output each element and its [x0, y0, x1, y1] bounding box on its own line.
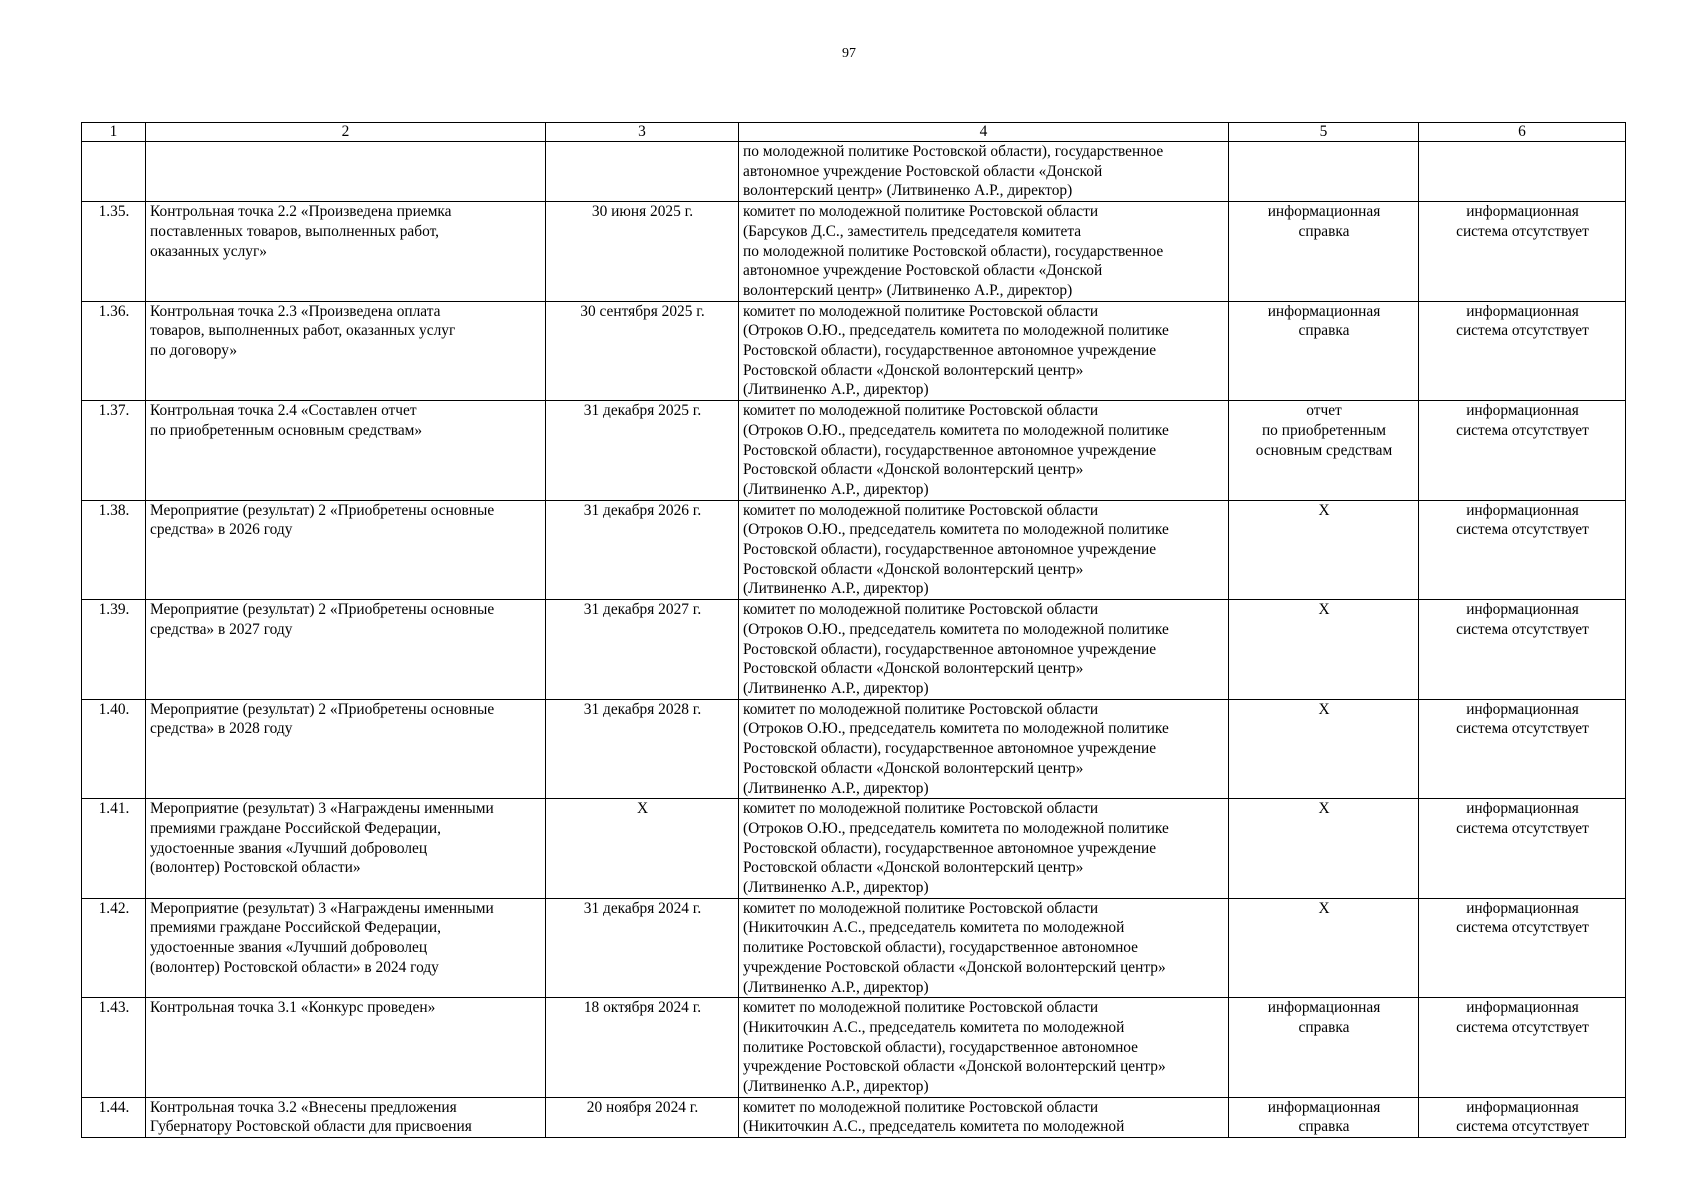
system-cell — [1419, 600, 1626, 700]
date-cell-line: 30 сентября 2025 г. — [580, 302, 705, 320]
system-cell-line: информационная — [1466, 601, 1579, 619]
date-cell-line: 18 октября 2024 г. — [583, 999, 702, 1017]
responsible-cell-line: (Литвиненко А.Р., директор) — [743, 779, 929, 797]
number-cell: 1.39. — [82, 600, 146, 700]
responsible-cell — [739, 699, 1229, 799]
name-cell-line: Мероприятие (результат) 3 «Награждены именными — [150, 899, 494, 917]
system-cell — [1419, 898, 1626, 998]
system-cell — [1419, 142, 1626, 202]
system-cell — [1419, 699, 1626, 799]
responsible-cell-line: политике Ростовской области), государственное автономное — [743, 1038, 1139, 1056]
system-cell-line: информационная — [1466, 203, 1579, 221]
responsible-cell-line: Ростовской области «Донской волонтерский центр» — [743, 560, 1084, 578]
document-cell-line: информационная — [1267, 302, 1381, 320]
responsible-cell-line: Ростовской области), государственное автономное учреждение — [743, 839, 1157, 857]
system-cell — [1419, 301, 1626, 401]
document-cell — [1229, 301, 1419, 401]
responsible-cell-line: Ростовской области «Донской волонтерский центр» — [743, 660, 1084, 678]
system-cell — [1419, 500, 1626, 600]
document-cell — [1229, 600, 1419, 700]
document-cell-line: информационная — [1267, 999, 1381, 1017]
table-row — [82, 1097, 1626, 1137]
system-cell-line: система отсутствует — [1456, 620, 1589, 638]
number-cell — [82, 142, 146, 202]
responsible-cell-line: комитет по молодежной политике Ростовской области — [743, 302, 1099, 320]
responsible-cell-line: по молодежной политике Ростовской области), государственное — [743, 242, 1164, 260]
responsible-cell — [739, 142, 1229, 202]
date-cell — [546, 600, 739, 700]
name-cell-line: премиями граждане Российской Федерации, — [150, 819, 441, 837]
responsible-cell — [739, 202, 1229, 302]
name-cell — [146, 998, 546, 1098]
name-cell — [146, 898, 546, 998]
date-cell — [546, 500, 739, 600]
responsible-cell — [739, 998, 1229, 1098]
document-cell-line: Х — [1318, 601, 1330, 619]
name-cell — [146, 301, 546, 401]
document-cell-line: справка — [1298, 222, 1350, 240]
system-cell-line: информационная — [1466, 999, 1579, 1017]
document-cell-line: справка — [1298, 1118, 1350, 1136]
date-cell-line: 31 декабря 2027 г. — [583, 601, 702, 619]
date-cell — [546, 401, 739, 501]
name-cell-line: средства» в 2026 году — [150, 521, 293, 539]
responsible-cell-line: (Отроков О.Ю., председатель комитета по молодежной политике — [743, 720, 1169, 738]
responsible-cell-line: учреждение Ростовской области «Донской волонтерский центр» — [743, 958, 1166, 976]
name-cell — [146, 202, 546, 302]
responsible-cell-line: (Отроков О.Ю., председатель комитета по молодежной политике — [743, 521, 1169, 539]
responsible-cell-line: политике Ростовской области), государственное автономное — [743, 939, 1139, 957]
responsible-cell-line: Ростовской области «Донской волонтерский центр» — [743, 759, 1084, 777]
document-cell-line: Х — [1318, 899, 1330, 917]
responsible-cell-line: (Литвиненко А.Р., директор) — [743, 679, 929, 697]
name-cell-line: по приобретенным основным средствам» — [150, 421, 423, 439]
date-cell-line: 31 декабря 2028 г. — [583, 700, 702, 718]
document-cell-line: информационная — [1267, 1098, 1381, 1116]
responsible-cell-line: автономное учреждение Ростовской области «Донской — [743, 162, 1103, 180]
document-cell — [1229, 898, 1419, 998]
system-cell-line: система отсутствует — [1456, 1118, 1589, 1136]
document-cell — [1229, 699, 1419, 799]
header-cell-6: 6 — [1419, 123, 1626, 142]
number-cell: 1.36. — [82, 301, 146, 401]
table-row — [82, 600, 1626, 700]
responsible-cell — [739, 600, 1229, 700]
activity-table — [81, 122, 1626, 1138]
system-cell-line: система отсутствует — [1456, 521, 1589, 539]
date-cell — [546, 699, 739, 799]
name-cell-line: товаров, выполненных работ, оказанных услуг — [150, 322, 456, 340]
document-cell — [1229, 500, 1419, 600]
date-cell — [546, 202, 739, 302]
document-cell-line: справка — [1298, 322, 1350, 340]
system-cell-line: система отсутствует — [1456, 819, 1589, 837]
responsible-cell-line: волонтерский центр» (Литвиненко А.Р., директор) — [743, 281, 1073, 299]
date-cell-line: 20 ноября 2024 г. — [586, 1098, 699, 1116]
responsible-cell — [739, 500, 1229, 600]
date-cell — [546, 301, 739, 401]
table-row — [82, 500, 1626, 600]
date-cell — [546, 799, 739, 899]
name-cell-line: оказанных услуг» — [150, 242, 267, 260]
responsible-cell-line: по молодежной политике Ростовской области), государственное — [743, 143, 1164, 160]
number-cell: 1.43. — [82, 998, 146, 1098]
date-cell-line: 31 декабря 2026 г. — [583, 501, 702, 519]
date-cell-line: Х — [636, 800, 649, 818]
table-row — [82, 699, 1626, 799]
system-cell-line: система отсутствует — [1456, 322, 1589, 340]
date-cell-line: 31 декабря 2024 г. — [583, 899, 702, 917]
name-cell — [146, 799, 546, 899]
responsible-cell-line: (Никиточкин А.С., председатель комитета по молодежной — [743, 1118, 1125, 1136]
responsible-cell-line: (Литвиненко А.Р., директор) — [743, 480, 929, 498]
system-cell-line: система отсутствует — [1456, 222, 1589, 240]
system-cell — [1419, 799, 1626, 899]
document-cell — [1229, 401, 1419, 501]
name-cell — [146, 401, 546, 501]
table-row — [82, 799, 1626, 899]
name-cell-line: Мероприятие (результат) 2 «Приобретены основные — [150, 601, 495, 619]
responsible-cell-line: Ростовской области), государственное автономное учреждение — [743, 541, 1157, 559]
header-cell-2: 2 — [146, 123, 546, 142]
system-cell-line: информационная — [1466, 1098, 1579, 1116]
name-cell — [146, 1097, 546, 1137]
number-cell: 1.42. — [82, 898, 146, 998]
document-cell — [1229, 799, 1419, 899]
responsible-cell-line: (Литвиненко А.Р., директор) — [743, 381, 929, 399]
name-cell-line: по договору» — [150, 342, 238, 360]
responsible-cell-line: (Отроков О.Ю., председатель комитета по молодежной политике — [743, 322, 1169, 340]
document-cell-line: Х — [1318, 800, 1330, 818]
document-cell-line: Х — [1318, 501, 1330, 519]
document-cell — [1229, 998, 1419, 1098]
responsible-cell — [739, 401, 1229, 501]
document-cell-line: справка — [1298, 1018, 1350, 1036]
responsible-cell — [739, 799, 1229, 899]
responsible-cell-line: комитет по молодежной политике Ростовской области — [743, 1098, 1099, 1116]
date-cell-line: 31 декабря 2025 г. — [583, 402, 702, 420]
date-cell-line: 30 июня 2025 г. — [591, 203, 694, 221]
responsible-cell-line: (Никиточкин А.С., председатель комитета по молодежной — [743, 1018, 1125, 1036]
name-cell-line: премиями граждане Российской Федерации, — [150, 919, 441, 937]
responsible-cell-line: (Отроков О.Ю., председатель комитета по молодежной политике — [743, 620, 1169, 638]
name-cell-line: средства» в 2027 году — [150, 620, 293, 638]
responsible-cell-line: учреждение Ростовской области «Донской волонтерский центр» — [743, 1058, 1166, 1076]
document-cell — [1229, 142, 1419, 202]
name-cell-line: Контрольная точка 2.2 «Произведена приемка — [150, 203, 452, 221]
header-cell-5: 5 — [1229, 123, 1419, 142]
header-cell-1: 1 — [82, 123, 146, 142]
responsible-cell-line: комитет по молодежной политике Ростовской области — [743, 601, 1099, 619]
name-cell-line: Мероприятие (результат) 2 «Приобретены основные — [150, 700, 495, 718]
header-cell-3: 3 — [546, 123, 739, 142]
system-cell-line: система отсутствует — [1456, 421, 1589, 439]
system-cell-line: система отсутствует — [1456, 1018, 1589, 1036]
name-cell-line: Мероприятие (результат) 2 «Приобретены основные — [150, 501, 495, 519]
responsible-cell-line: Ростовской области), государственное автономное учреждение — [743, 740, 1157, 758]
responsible-cell-line: Ростовской области), государственное автономное учреждение — [743, 342, 1157, 360]
table-row — [82, 898, 1626, 998]
system-cell-line: система отсутствует — [1456, 720, 1589, 738]
responsible-cell-line: (Барсуков Д.С., заместитель председателя комитета — [743, 222, 1082, 240]
responsible-cell-line: комитет по молодежной политике Ростовской области — [743, 203, 1099, 221]
name-cell-line: удостоенные звания «Лучший доброволец — [150, 939, 428, 957]
name-cell-line: Контрольная точка 2.3 «Произведена оплата — [150, 302, 441, 320]
system-cell — [1419, 401, 1626, 501]
table-row — [82, 998, 1626, 1098]
responsible-cell-line: (Отроков О.Ю., председатель комитета по молодежной политике — [743, 819, 1169, 837]
document-cell-line: информационная — [1267, 203, 1381, 221]
responsible-cell-line: комитет по молодежной политике Ростовской области — [743, 899, 1099, 917]
name-cell — [146, 500, 546, 600]
system-cell-line: информационная — [1466, 302, 1579, 320]
table-header-row — [82, 123, 1626, 142]
name-cell-line: средства» в 2028 году — [150, 720, 293, 738]
date-cell — [546, 898, 739, 998]
responsible-cell — [739, 301, 1229, 401]
responsible-cell — [739, 1097, 1229, 1137]
table-row — [82, 202, 1626, 302]
responsible-cell-line: Ростовской области), государственное автономное учреждение — [743, 441, 1157, 459]
system-cell-line: информационная — [1466, 899, 1579, 917]
name-cell-line: Контрольная точка 2.4 «Составлен отчет — [150, 402, 417, 420]
system-cell-line: информационная — [1466, 402, 1579, 420]
name-cell-line: Мероприятие (результат) 3 «Награждены именными — [150, 800, 494, 818]
name-cell — [146, 699, 546, 799]
number-cell: 1.44. — [82, 1097, 146, 1137]
page-number: 97 — [842, 46, 856, 61]
document-cell-line: отчет — [1306, 402, 1342, 420]
system-cell-line: информационная — [1466, 800, 1579, 818]
document-cell-line: основным средствам — [1255, 441, 1393, 459]
date-cell — [546, 998, 739, 1098]
number-cell: 1.35. — [82, 202, 146, 302]
date-cell — [546, 1097, 739, 1137]
name-cell-line: (волонтер) Ростовской области» — [150, 859, 361, 877]
name-cell — [146, 142, 546, 202]
name-cell-line: Губернатору Ростовской области для присвоения — [150, 1118, 472, 1136]
number-cell: 1.38. — [82, 500, 146, 600]
number-cell: 1.37. — [82, 401, 146, 501]
responsible-cell-line: комитет по молодежной политике Ростовской области — [743, 501, 1099, 519]
responsible-cell-line: комитет по молодежной политике Ростовской области — [743, 800, 1099, 818]
name-cell-line: удостоенные звания «Лучший доброволец — [150, 839, 428, 857]
name-cell-line: Контрольная точка 3.2 «Внесены предложения — [150, 1098, 457, 1116]
system-cell-line: информационная — [1466, 700, 1579, 718]
responsible-cell-line: Ростовской области), государственное автономное учреждение — [743, 640, 1157, 658]
document-cell-line: Х — [1318, 700, 1330, 718]
responsible-cell-line: Ростовской области «Донской волонтерский центр» — [743, 859, 1084, 877]
document-cell — [1229, 202, 1419, 302]
responsible-cell-line: (Отроков О.Ю., председатель комитета по молодежной политике — [743, 421, 1169, 439]
system-cell-line: система отсутствует — [1456, 919, 1589, 937]
number-cell: 1.41. — [82, 799, 146, 899]
name-cell-line: (волонтер) Ростовской области» в 2024 году — [150, 958, 439, 976]
responsible-cell-line: Ростовской области «Донской волонтерский центр» — [743, 361, 1084, 379]
system-cell — [1419, 202, 1626, 302]
responsible-cell-line: комитет по молодежной политике Ростовской области — [743, 700, 1099, 718]
responsible-cell-line: комитет по молодежной политике Ростовской области — [743, 402, 1099, 420]
system-cell-line: информационная — [1466, 501, 1579, 519]
table-body — [82, 123, 1626, 1138]
responsible-cell-line: Ростовской области «Донской волонтерский центр» — [743, 461, 1084, 479]
date-cell — [546, 142, 739, 202]
responsible-cell-line: комитет по молодежной политике Ростовской области — [743, 999, 1099, 1017]
responsible-cell-line: (Литвиненко А.Р., директор) — [743, 978, 929, 996]
header-cell-4: 4 — [739, 123, 1229, 142]
system-cell — [1419, 998, 1626, 1098]
document-cell — [1229, 1097, 1419, 1137]
document-cell-line: по приобретенным — [1261, 421, 1387, 439]
name-cell-line: Контрольная точка 3.1 «Конкурс проведен» — [150, 999, 436, 1017]
table-row — [82, 401, 1626, 501]
responsible-cell — [739, 898, 1229, 998]
system-cell — [1419, 1097, 1626, 1137]
responsible-cell-line: волонтерский центр» (Литвиненко А.Р., директор) — [743, 182, 1073, 200]
number-cell: 1.40. — [82, 699, 146, 799]
responsible-cell-line: автономное учреждение Ростовской области «Донской — [743, 262, 1103, 280]
responsible-cell-line: (Литвиненко А.Р., директор) — [743, 879, 929, 897]
responsible-cell-line: (Литвиненко А.Р., директор) — [743, 1078, 929, 1096]
table-row — [82, 301, 1626, 401]
table-row — [82, 142, 1626, 202]
name-cell — [146, 600, 546, 700]
responsible-cell-line: (Никиточкин А.С., председатель комитета по молодежной — [743, 919, 1125, 937]
name-cell-line: поставленных товаров, выполненных работ, — [150, 222, 439, 240]
responsible-cell-line: (Литвиненко А.Р., директор) — [743, 580, 929, 598]
